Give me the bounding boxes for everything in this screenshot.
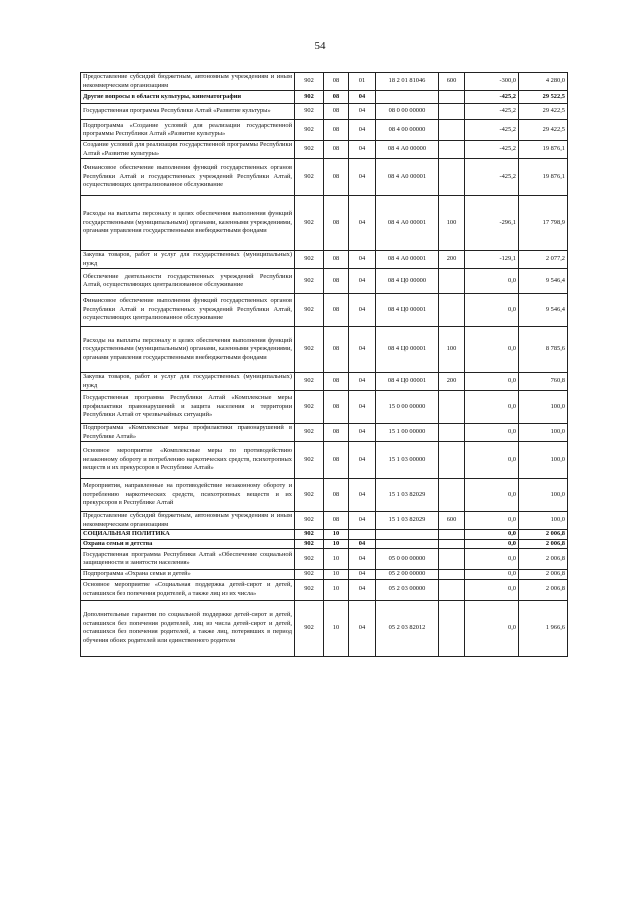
cell-expense-type: 600 (439, 73, 465, 91)
table-row (81, 159, 568, 196)
cell-ved: 902 (295, 196, 324, 251)
cell-change-amount: -296,1 (465, 196, 519, 251)
cell-ved: 902 (295, 391, 324, 424)
cell-subsection: 04 (349, 512, 376, 530)
cell-ved: 902 (295, 530, 324, 540)
cell-target-article: 05 0 00 00000 (376, 549, 439, 570)
cell-target-article: 08 4 Ц0 00001 (376, 327, 439, 373)
cell-name: Расходы на выплаты персоналу в целях обеспечения выполнения функций государственными (муниципальными) органами, казенными учреждениями, органами управления государственными внебюджетными фондами (81, 196, 295, 251)
cell-expense-type (439, 141, 465, 159)
cell-change-amount: 0,0 (465, 373, 519, 391)
cell-section: 08 (324, 442, 349, 479)
cell-target-article: 08 4 00 00000 (376, 120, 439, 141)
cell-change-amount: 0,0 (465, 600, 519, 656)
cell-change-amount: 0,0 (465, 579, 519, 600)
cell-ved: 902 (295, 600, 324, 656)
table-row (81, 269, 568, 294)
cell-section: 08 (324, 141, 349, 159)
cell-ved: 902 (295, 73, 324, 91)
cell-section: 08 (324, 91, 349, 104)
page-number: 54 (314, 40, 326, 52)
cell-change-amount: 0,0 (465, 570, 519, 580)
cell-section: 08 (324, 120, 349, 141)
cell-total-amount: 2 006,8 (519, 570, 568, 580)
cell-section: 08 (324, 196, 349, 251)
cell-total-amount: 100,0 (519, 479, 568, 512)
cell-name: Другие вопросы в области культуры, кинематографии (81, 91, 295, 104)
cell-expense-type: 200 (439, 251, 465, 269)
cell-total-amount: 2 006,8 (519, 579, 568, 600)
cell-target-article: 08 4 А0 00001 (376, 159, 439, 196)
cell-name: Основное мероприятие «Комплексные меры по противодействию незаконному обороту и потреблению наркотических средств, психотропных веществ и их прекурсоров в Республике Алтай» (81, 442, 295, 479)
cell-subsection: 04 (349, 159, 376, 196)
cell-change-amount: -425,2 (465, 91, 519, 104)
cell-total-amount: 4 280,0 (519, 73, 568, 91)
cell-subsection: 04 (349, 141, 376, 159)
cell-name: Закупка товаров, работ и услуг для государственных (муниципальных) нужд (81, 373, 295, 391)
cell-change-amount: 0,0 (465, 539, 519, 549)
cell-total-amount: 29 522,5 (519, 91, 568, 104)
cell-ved: 902 (295, 479, 324, 512)
cell-total-amount: 2 006,8 (519, 539, 568, 549)
cell-target-article: 08 4 Ц0 00000 (376, 269, 439, 294)
cell-ved: 902 (295, 442, 324, 479)
table-row (81, 579, 568, 600)
cell-section: 08 (324, 159, 349, 196)
cell-ved: 902 (295, 104, 324, 120)
cell-change-amount: -425,2 (465, 159, 519, 196)
cell-total-amount: 100,0 (519, 442, 568, 479)
cell-subsection: 04 (349, 539, 376, 549)
cell-target-article: 15 1 03 00000 (376, 442, 439, 479)
cell-total-amount: 760,8 (519, 373, 568, 391)
table-row (81, 539, 568, 549)
cell-target-article: 15 1 03 82029 (376, 479, 439, 512)
cell-name: Подпрограмма «Охрана семьи и детей» (81, 570, 295, 580)
cell-subsection: 04 (349, 196, 376, 251)
cell-total-amount: 2 077,2 (519, 251, 568, 269)
cell-target-article (376, 91, 439, 104)
cell-change-amount: -129,1 (465, 251, 519, 269)
cell-expense-type (439, 570, 465, 580)
cell-ved: 902 (295, 549, 324, 570)
table-row (81, 104, 568, 120)
cell-name: СОЦИАЛЬНАЯ ПОЛИТИКА (81, 530, 295, 540)
cell-name: Закупка товаров, работ и услуг для государственных (муниципальных) нужд (81, 251, 295, 269)
cell-name: Государственная программа Республики Алтай «Развитие культуры» (81, 104, 295, 120)
cell-name: Подпрограмма «Создание условий для реализации государственной программы Республики Алтай «Развитие культуры» (81, 120, 295, 141)
cell-subsection: 04 (349, 579, 376, 600)
cell-expense-type (439, 104, 465, 120)
cell-ved: 902 (295, 269, 324, 294)
table-row (81, 479, 568, 512)
cell-expense-type (439, 600, 465, 656)
cell-name: Предоставление субсидий бюджетным, автономным учреждениям и иным некоммерческим организациям (81, 73, 295, 91)
table-row (81, 73, 568, 91)
cell-subsection: 04 (349, 327, 376, 373)
cell-expense-type: 100 (439, 196, 465, 251)
budget-table (80, 72, 568, 657)
cell-section: 10 (324, 530, 349, 540)
cell-ved: 902 (295, 141, 324, 159)
cell-expense-type (439, 391, 465, 424)
cell-target-article: 15 0 00 00000 (376, 391, 439, 424)
cell-change-amount: 0,0 (465, 424, 519, 442)
cell-expense-type (439, 424, 465, 442)
table-row (81, 141, 568, 159)
cell-expense-type (439, 530, 465, 540)
cell-name: Финансовое обеспечение выполнения функций государственных органов Республики Алтай и государственных учреждений Республики Алтай, осуществляющих централизованное обслуживание (81, 294, 295, 327)
cell-total-amount: 8 785,6 (519, 327, 568, 373)
cell-name: Государственная программа Республики Алтай «Обеспечение социальной защищенности и занятости населения» (81, 549, 295, 570)
cell-target-article: 08 4 Ц0 00001 (376, 373, 439, 391)
cell-name: Государственная программа Республики Алтай «Комплексные меры профилактики правонарушений и защита населения и территории Республики Алтай от чрезвычайных ситуаций» (81, 391, 295, 424)
cell-subsection: 01 (349, 73, 376, 91)
cell-section: 08 (324, 373, 349, 391)
cell-section: 10 (324, 570, 349, 580)
cell-change-amount: 0,0 (465, 530, 519, 540)
cell-section: 08 (324, 104, 349, 120)
cell-name: Охрана семьи и детства (81, 539, 295, 549)
table-row (81, 196, 568, 251)
cell-name: Финансовое обеспечение выполнения функций государственных органов Республики Алтай и государственных учреждений Республики Алтай, осуществляющих централизованное обслуживание (81, 159, 295, 196)
cell-ved: 902 (295, 251, 324, 269)
cell-expense-type (439, 159, 465, 196)
cell-name: Создание условий для реализации государственной программы Республики Алтай «Развитие культуры» (81, 141, 295, 159)
cell-change-amount: 0,0 (465, 479, 519, 512)
cell-name: Основное мероприятие «Социальная поддержка детей-сирот и детей, оставшихся без попечения родителей, а также лиц из их числа» (81, 579, 295, 600)
cell-subsection: 04 (349, 251, 376, 269)
cell-ved: 902 (295, 294, 324, 327)
cell-name: Дополнительные гарантии по социальной поддержке детей-сирот и детей, оставшихся без попечения родителей, лиц из числа детей-сирот и детей, оставшихся без попечения родителей, а также лиц, потерявших в период обучения обоих родителей или единственного родителя (81, 600, 295, 656)
table-row (81, 442, 568, 479)
cell-section: 10 (324, 600, 349, 656)
cell-section: 08 (324, 424, 349, 442)
table-row (81, 512, 568, 530)
cell-ved: 902 (295, 120, 324, 141)
cell-ved: 902 (295, 570, 324, 580)
cell-target-article: 08 4 А0 00001 (376, 251, 439, 269)
cell-name: Обеспечение деятельности государственных учреждений Республики Алтай, осуществляющих централизованное обслуживание (81, 269, 295, 294)
cell-change-amount: -425,2 (465, 120, 519, 141)
cell-change-amount: 0,0 (465, 391, 519, 424)
cell-target-article (376, 530, 439, 540)
cell-expense-type (439, 442, 465, 479)
cell-subsection: 04 (349, 549, 376, 570)
cell-expense-type (439, 269, 465, 294)
cell-section: 08 (324, 294, 349, 327)
cell-subsection: 04 (349, 269, 376, 294)
cell-subsection: 04 (349, 424, 376, 442)
cell-subsection: 04 (349, 570, 376, 580)
cell-total-amount: 1 966,6 (519, 600, 568, 656)
cell-subsection: 04 (349, 294, 376, 327)
cell-total-amount: 9 546,4 (519, 294, 568, 327)
table-row (81, 600, 568, 656)
cell-section: 10 (324, 539, 349, 549)
table-row (81, 424, 568, 442)
table-row (81, 530, 568, 540)
table-row (81, 120, 568, 141)
cell-subsection (349, 530, 376, 540)
cell-ved: 902 (295, 91, 324, 104)
cell-name: Предоставление субсидий бюджетным, автономным учреждениям и иным некоммерческим организациям (81, 512, 295, 530)
cell-section: 08 (324, 479, 349, 512)
cell-subsection: 04 (349, 600, 376, 656)
cell-expense-type (439, 539, 465, 549)
table-row (81, 570, 568, 580)
cell-target-article: 15 1 03 82029 (376, 512, 439, 530)
cell-target-article: 08 0 00 00000 (376, 104, 439, 120)
cell-ved: 902 (295, 327, 324, 373)
cell-total-amount: 100,0 (519, 424, 568, 442)
cell-total-amount: 19 876,1 (519, 159, 568, 196)
table-row (81, 251, 568, 269)
cell-total-amount: 2 006,8 (519, 549, 568, 570)
table-row (81, 294, 568, 327)
cell-target-article: 08 4 А0 00000 (376, 141, 439, 159)
cell-ved: 902 (295, 373, 324, 391)
cell-ved: 902 (295, 539, 324, 549)
cell-subsection: 04 (349, 120, 376, 141)
cell-name: Подпрограмма «Комплексные меры профилактики правонарушений в Республике Алтай» (81, 424, 295, 442)
cell-ved: 902 (295, 424, 324, 442)
cell-expense-type: 100 (439, 327, 465, 373)
cell-expense-type: 200 (439, 373, 465, 391)
cell-section: 08 (324, 391, 349, 424)
cell-total-amount: 2 006,8 (519, 530, 568, 540)
cell-subsection: 04 (349, 391, 376, 424)
table-row (81, 91, 568, 104)
cell-section: 10 (324, 549, 349, 570)
cell-name: Мероприятия, направленные на противодействие незаконному обороту и потреблению наркотических средств, психотропных веществ и их прекурсоров в Республике Алтай (81, 479, 295, 512)
cell-section: 08 (324, 327, 349, 373)
table-row (81, 391, 568, 424)
cell-target-article: 05 2 03 00000 (376, 579, 439, 600)
cell-section: 10 (324, 579, 349, 600)
cell-total-amount: 29 422,5 (519, 120, 568, 141)
cell-total-amount: 19 876,1 (519, 141, 568, 159)
cell-change-amount: -425,2 (465, 104, 519, 120)
cell-section: 08 (324, 73, 349, 91)
cell-target-article (376, 539, 439, 549)
cell-target-article: 08 4 Ц0 00001 (376, 294, 439, 327)
cell-target-article: 18 2 01 81046 (376, 73, 439, 91)
cell-expense-type: 600 (439, 512, 465, 530)
cell-target-article: 08 4 А0 00001 (376, 196, 439, 251)
cell-expense-type (439, 120, 465, 141)
cell-change-amount: -425,2 (465, 141, 519, 159)
cell-section: 08 (324, 251, 349, 269)
cell-subsection: 04 (349, 479, 376, 512)
table-row (81, 549, 568, 570)
cell-change-amount: 0,0 (465, 294, 519, 327)
cell-change-amount: 0,0 (465, 512, 519, 530)
cell-section: 08 (324, 269, 349, 294)
cell-total-amount: 100,0 (519, 391, 568, 424)
cell-expense-type (439, 91, 465, 104)
cell-subsection: 04 (349, 373, 376, 391)
cell-total-amount: 9 546,4 (519, 269, 568, 294)
cell-change-amount: 0,0 (465, 549, 519, 570)
cell-section: 08 (324, 512, 349, 530)
cell-subsection: 04 (349, 91, 376, 104)
budget-table-body (81, 73, 568, 657)
cell-total-amount: 100,0 (519, 512, 568, 530)
cell-expense-type (439, 294, 465, 327)
cell-target-article: 05 2 03 82012 (376, 600, 439, 656)
cell-subsection: 04 (349, 442, 376, 479)
cell-name: Расходы на выплаты персоналу в целях обеспечения выполнения функций государственными (муниципальными) органами, казенными учреждениями, органами управления государственными внебюджетными фондами (81, 327, 295, 373)
cell-change-amount: 0,0 (465, 269, 519, 294)
cell-ved: 902 (295, 159, 324, 196)
table-row (81, 327, 568, 373)
cell-target-article: 15 1 00 00000 (376, 424, 439, 442)
cell-change-amount: 0,0 (465, 327, 519, 373)
cell-change-amount: -300,0 (465, 73, 519, 91)
cell-expense-type (439, 579, 465, 600)
cell-expense-type (439, 479, 465, 512)
cell-total-amount: 17 798,9 (519, 196, 568, 251)
cell-subsection: 04 (349, 104, 376, 120)
cell-ved: 902 (295, 579, 324, 600)
cell-change-amount: 0,0 (465, 442, 519, 479)
table-row (81, 373, 568, 391)
cell-total-amount: 29 422,5 (519, 104, 568, 120)
cell-target-article: 05 2 00 00000 (376, 570, 439, 580)
cell-ved: 902 (295, 512, 324, 530)
cell-expense-type (439, 549, 465, 570)
